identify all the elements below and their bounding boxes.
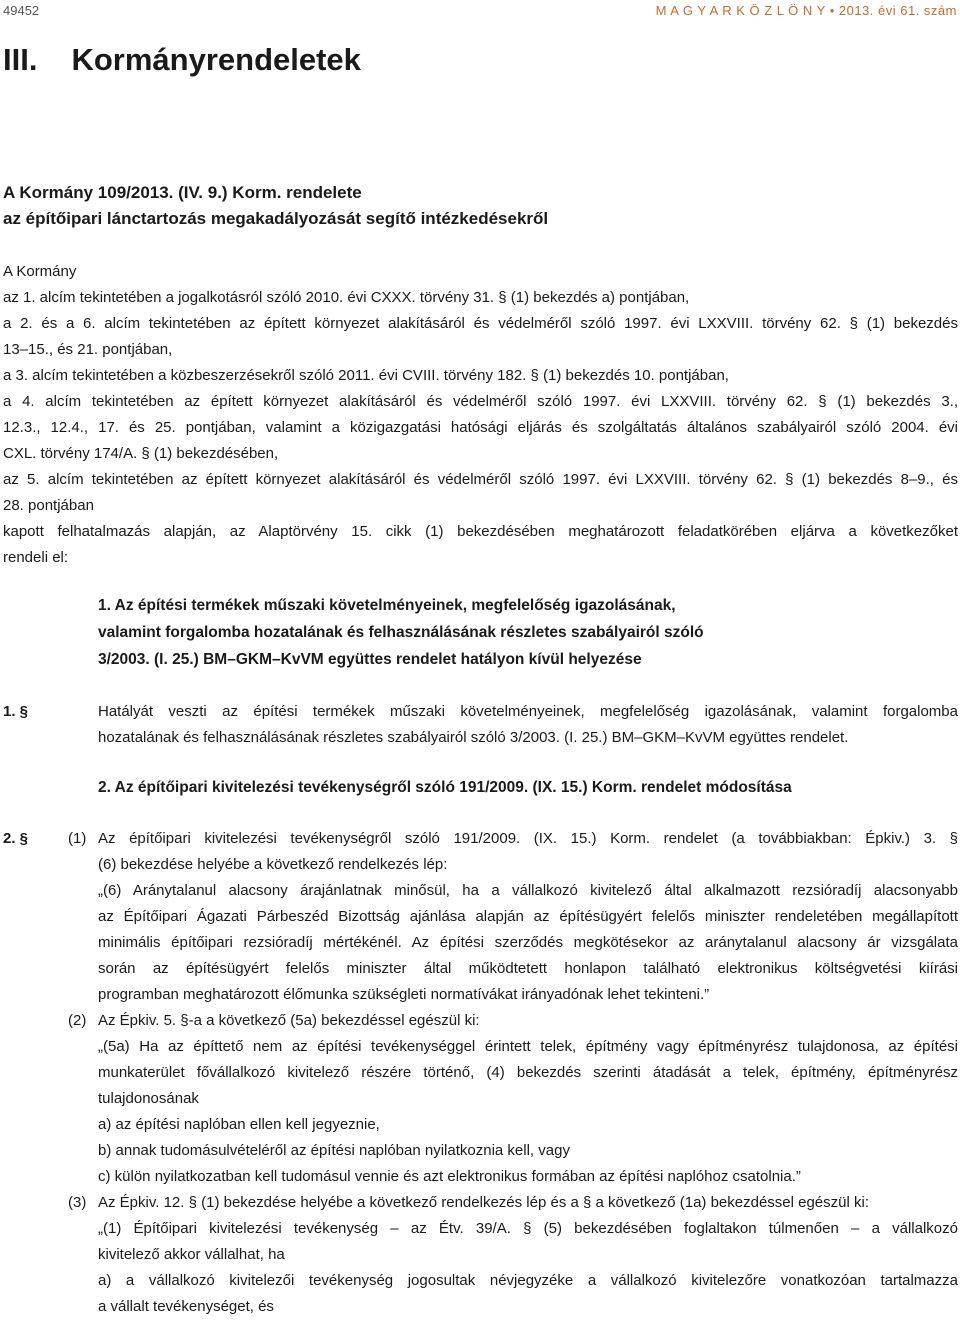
- preamble-line: kapott felhatalmazás alapján, az Alaptörvény 15. cikk (1) bekezdésében meghatározott feladatkörében eljárva a következőket: [3, 523, 958, 540]
- preamble-line: A Kormány: [3, 263, 77, 280]
- paragraph-line: Az Épkiv. 12. § (1) bekezdése helyébe a következő rendelkezés lép és a § a következő (1a) bekezdéssel egészül ki:: [98, 1194, 869, 1211]
- subsection-1-body: [98, 826, 958, 1008]
- paragraph-line: (6) bekezdése helyébe a következő rendelkezés lép:: [98, 856, 448, 873]
- subsection-3-body: [98, 1190, 958, 1320]
- preamble-line: a 2. és a 6. alcím tekintetében az épített környezet alakításáról és védelméről szóló 1997. évi LXXVIII. törvény 62. § (1) bekezdés: [3, 315, 958, 332]
- paragraph-number: 2. §: [3, 830, 29, 847]
- preamble-line: a 3. alcím tekintetében a közbeszerzésekről szóló 2011. évi CVIII. törvény 182. § (1) bekezdés 10. pontjában,: [3, 367, 729, 384]
- paragraph-line: Hatályát veszti az építési termékek műszaki követelményeinek, megfelelőség igazolásának, valamint forgalomba: [98, 703, 958, 720]
- preamble-line: a 4. alcím tekintetében az épített környezet alakításáról és védelméről szóló 1997. évi LXXVIII. törvény 62. § (1) bekezdés 3.,: [3, 393, 958, 410]
- preamble-line: az 1. alcím tekintetében a jogalkotásról szóló 2010. évi CXXX. törvény 31. § (1) bekezdés a) pontjában,: [3, 289, 690, 306]
- paragraph-line: programban meghatározott élőmunka szükségleti normatívákat irányadónak lehet tekinteni.”: [98, 986, 710, 1003]
- page-number: 49452: [3, 3, 40, 18]
- running-head: M A G Y A R K Ö Z L Ö N Y • 2013. évi 61. szám: [655, 3, 957, 18]
- heading-line: 1. Az építési termékek műszaki követelményeinek, megfelelőség igazolásának,: [98, 597, 676, 614]
- preamble-line: 12.3., 12.4., 17. és 25. pontjában, valamint a közigazgatási hatósági eljárás és szolgáltatás általános szabályairól szóló 2004. évi: [3, 419, 958, 436]
- paragraph-line: hozatalának és felhasználásának részletes szabályairól szóló 3/2003. (I. 25.) BM–GKM–KvVM együttes rendelet.: [98, 729, 849, 746]
- list-item: a) az építési naplóban ellen kell jegyeznie,: [98, 1116, 380, 1133]
- preamble: [3, 259, 958, 571]
- preamble-line: 28. pontjában: [3, 497, 94, 514]
- subsection-number: (3): [68, 1194, 87, 1211]
- list-item: b) annak tudomásulvételéről az építési naplóban nyilatkoznia kell, vagy: [98, 1142, 570, 1159]
- paragraph-line: tulajdonosának: [98, 1090, 199, 1107]
- page-header: [0, 0, 960, 22]
- paragraph-2: [3, 826, 958, 1314]
- subtitle-heading-1: [98, 592, 958, 673]
- subsection-number: (2): [68, 1012, 87, 1029]
- preamble-line: 13–15., és 21. pontjában,: [3, 341, 173, 358]
- paragraph-line: az Építőipari Ágazati Párbeszéd Bizottság ajánlása alapján az építésügyért felelős miniszter rendeletében megállapított: [98, 908, 958, 925]
- section-number: III.: [3, 42, 38, 77]
- paragraph-line: Az építőipari kivitelezési tevékenységről szóló 191/2009. (IX. 15.) Korm. rendelet (a továbbiakban: Épkiv.) 3. §: [98, 830, 958, 847]
- paragraph-line: Az Épkiv. 5. §-a a következő (5a) bekezdéssel egészül ki:: [98, 1012, 480, 1029]
- paragraph-line: során az építésügyért felelős miniszter által működtetett honlapon található elektronikus költségvetési kiírási: [98, 960, 958, 977]
- list-item: c) külön nyilatkozatban kell tudomásul vennie és azt elektronikus formában az építési naplóhoz csatolnia.”: [98, 1168, 801, 1185]
- preamble-line: rendeli el:: [3, 549, 69, 566]
- subtitle-heading-2: [98, 774, 958, 801]
- paragraph-line: „(5a) Ha az építtető nem az építési tevékenységgel érintett telek, építmény vagy építményrész tulajdonosa, az építési: [98, 1038, 958, 1055]
- subsection-2-body: [98, 1008, 958, 1190]
- section-name: Kormányrendeletek: [71, 42, 361, 77]
- paragraph-line: munkaterület fővállalkozó kivitelező részére történő, (4) bekezdés szerinti átadását a telek, építmény, építményrész: [98, 1064, 958, 1081]
- list-item: a vállalt tevékenységet, és: [98, 1298, 274, 1315]
- paragraph-line: „(6) Aránytalanul alacsony árajánlatnak minősül, ha a vállalkozó kivitelező által alkalmazott rezsióradíj alacsonyabb: [98, 882, 958, 899]
- decree-title: [3, 180, 943, 232]
- heading-line: 2. Az építőipari kivitelezési tevékenységről szóló 191/2009. (IX. 15.) Korm. rendelet módosítása: [98, 779, 792, 796]
- paragraph-line: kivitelező akkor vállalhat, ha: [98, 1246, 285, 1263]
- paragraph-body: [98, 699, 958, 751]
- paragraph-line: „(1) Építőipari kivitelezési tevékenység – az Étv. 39/A. § (5) bekezdésében foglaltakon túlmenően – a vállalkozó: [98, 1220, 958, 1237]
- preamble-line: az 5. alcím tekintetében az épített környezet alakításáról és védelméről szóló 1997. évi LXXVIII. törvény 62. § (1) bekezdés 8–9., és: [3, 471, 958, 488]
- paragraph-1: [3, 699, 958, 753]
- heading-line: valamint forgalomba hozatalának és felhasználásának részletes szabályairól szóló: [98, 624, 704, 641]
- preamble-line: CXL. törvény 174/A. § (1) bekezdésében,: [3, 445, 279, 462]
- paragraph-line: minimális építőipari rezsióradíj mértékénél. Az építési szerződés megkötésekor az aránytalanul alacsony ár vizsgálata: [98, 934, 958, 951]
- subsection-number: (1): [68, 830, 87, 847]
- decree-title-line: az építőipari lánctartozás megakadályozását segítő intézkedésekről: [3, 209, 549, 228]
- decree-title-line: A Kormány 109/2013. (IV. 9.) Korm. rendelete: [3, 183, 362, 202]
- paragraph-number: 1. §: [3, 703, 29, 720]
- list-item: a) a vállalkozó kivitelezői tevékenység jogosultak névjegyzéke a vállalkozó kivitelezőre vonatkozóan tartalmazza: [98, 1272, 958, 1289]
- section-title: [3, 38, 361, 82]
- heading-line: 3/2003. (I. 25.) BM–GKM–KvVM együttes rendelet hatályon kívül helyezése: [98, 651, 642, 668]
